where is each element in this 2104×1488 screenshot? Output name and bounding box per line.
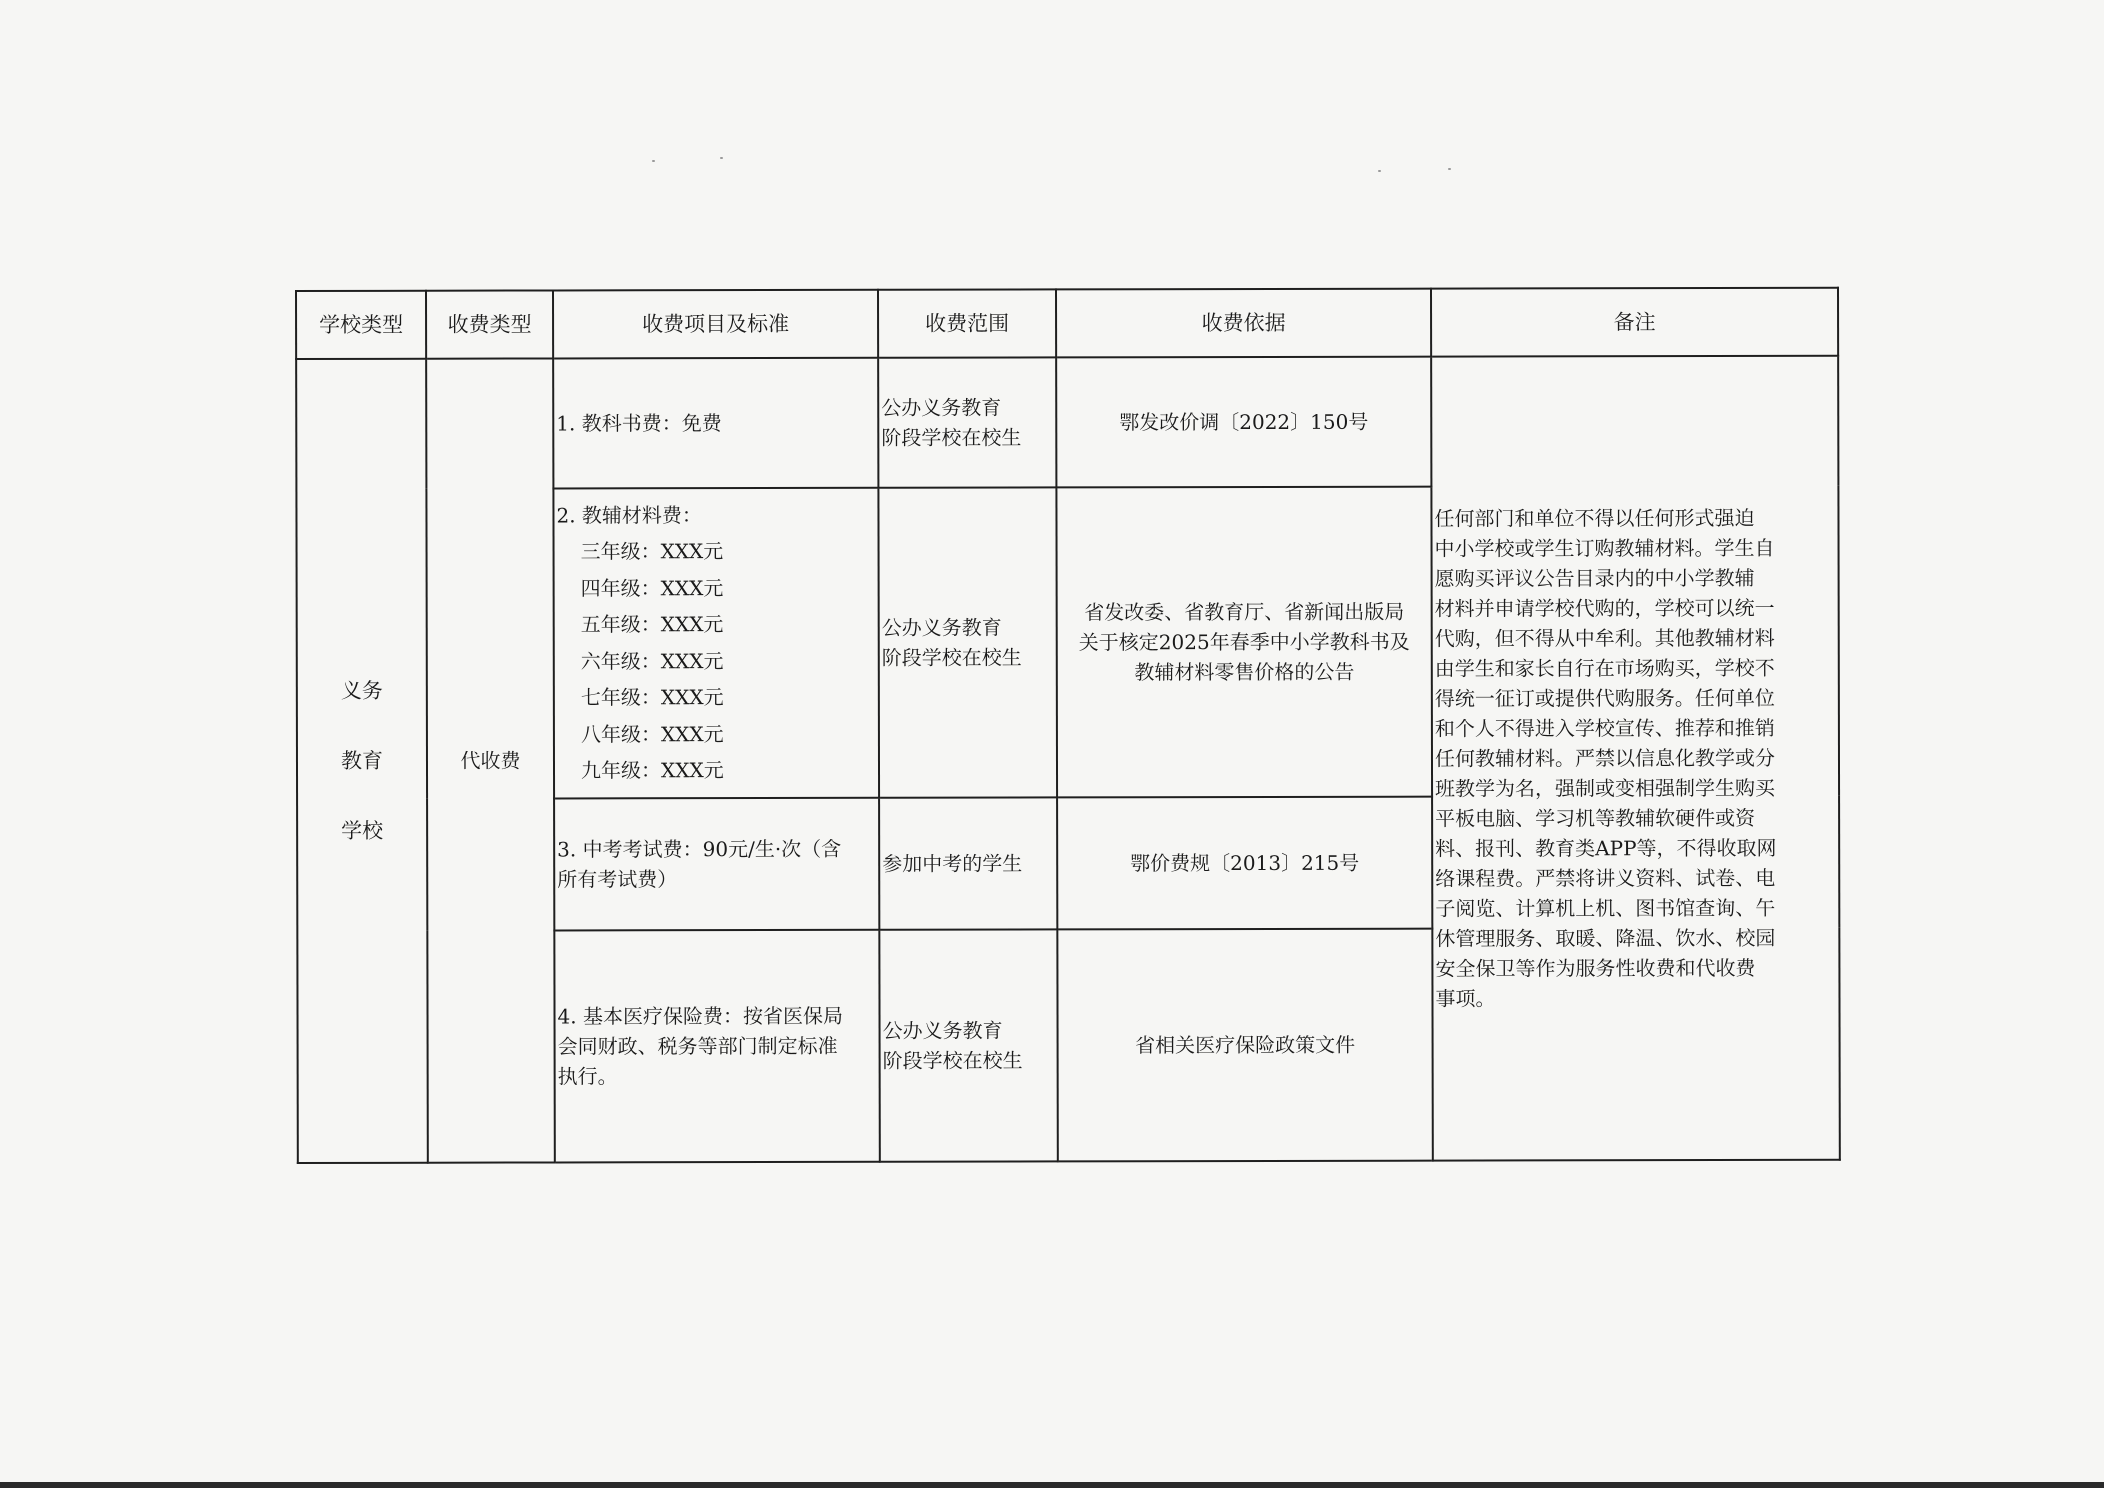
basis-cell [1057, 929, 1432, 1162]
scan-speck [652, 160, 655, 162]
grade-price: 三年级：XXX元 [580, 539, 724, 564]
grade-list [557, 533, 879, 789]
note-line: 任何教辅材料。严禁以信息化教学或分 [1434, 745, 1776, 771]
scope-line: 参加中考的学生 [882, 851, 1023, 876]
scope-line: 公办义务教育 [881, 395, 1002, 420]
note-line: 中小学校或学生订购教辅材料。学生自 [1434, 535, 1775, 561]
note-cell [1431, 356, 1840, 1161]
scope-cell [878, 357, 1056, 487]
header-fee-type: 收费类型 [426, 290, 553, 358]
scope-cell [878, 487, 1057, 797]
note-line: 安全保卫等作为服务性收费和代收费 [1435, 955, 1756, 981]
basis-cell [1056, 487, 1432, 798]
header-school-type: 学校类型 [296, 291, 426, 359]
scope-cell [879, 797, 1057, 929]
header-basis: 收费依据 [1056, 289, 1431, 358]
scope-line: 公办义务教育 [882, 1018, 1003, 1043]
table-row [296, 356, 1838, 489]
note-line: 愿购买评议公告目录内的中小学教辅 [1434, 565, 1755, 591]
note-line: 代购，但不得从中牟利。其他教辅材料 [1434, 625, 1775, 651]
basis-line: 省相关医疗保险政策文件 [1135, 1032, 1356, 1058]
note-line: 料、报刊、教育类APP等，不得收取网 [1435, 835, 1777, 861]
note-line: 子阅览、计算机上机、图书馆查询、午 [1435, 895, 1776, 921]
note-line: 和个人不得进入学校宣传、推荐和推销 [1434, 715, 1775, 741]
basis-line: 鄂发改价调〔2022〕150号 [1119, 409, 1369, 435]
item-line: 会同财政、税务等部门制定标准 [557, 1033, 838, 1059]
scope-line: 公办义务教育 [881, 615, 1002, 640]
note-line: 由学生和家长自行在市场购买，学校不 [1434, 655, 1775, 681]
school-type-line: 义务 [340, 678, 383, 703]
scan-speck [1448, 168, 1451, 170]
scope-cell [879, 929, 1057, 1161]
basis-cell [1056, 357, 1431, 488]
note-line: 材料并申请学校代购的，学校可以统一 [1434, 595, 1775, 621]
fee-type-cell [426, 358, 555, 1162]
school-type-line: 学校 [341, 818, 384, 843]
item-text: 1. 教科书费：免费 [556, 411, 722, 436]
item-cell [554, 798, 879, 931]
basis-line: 关于核定2025年春季中小学教科书及 [1078, 629, 1410, 655]
header-row [296, 288, 1838, 359]
grade-price: 六年级：XXX元 [580, 648, 724, 674]
item-title: 2. 教辅材料费： [556, 503, 702, 528]
note-line: 络课程费。严禁将讲义资料、试卷、电 [1435, 865, 1776, 891]
note-line: 休管理服务、取暖、降温、饮水、校园 [1435, 925, 1776, 951]
grade-price: 七年级：XXX元 [580, 685, 724, 710]
scope-line: 阶段学校在校生 [882, 1048, 1023, 1073]
note-line: 平板电脑、学习机等教辅软硬件或资 [1435, 805, 1756, 831]
scan-speck [1378, 170, 1381, 172]
item-line: 4. 基本医疗保险费：按省医保局 [557, 1003, 843, 1029]
school-type-cell [296, 359, 428, 1163]
item-line: 执行。 [557, 1064, 618, 1089]
header-item-standard: 收费项目及标准 [553, 290, 878, 359]
header-note: 备注 [1431, 288, 1838, 357]
basis-line: 鄂价费规〔2013〕215号 [1130, 850, 1360, 876]
scope-line: 阶段学校在校生 [881, 425, 1022, 450]
note-line: 任何部门和单位不得以任何形式强迫 [1434, 505, 1755, 531]
item-cell [553, 358, 878, 489]
header-scope: 收费范围 [878, 289, 1056, 357]
grade-price: 九年级：XXX元 [580, 758, 724, 783]
fee-type-value: 代收费 [460, 748, 521, 773]
school-type-line: 教育 [340, 748, 384, 773]
basis-line: 省发改委、省教育厅、省新闻出版局 [1084, 599, 1405, 625]
note-line: 得统一征订或提供代购服务。任何单位 [1434, 685, 1775, 711]
note-line: 班教学为名，强制或变相强制学生购买 [1435, 775, 1776, 801]
scope-line: 阶段学校在校生 [881, 645, 1022, 670]
basis-cell [1057, 797, 1432, 930]
item-line: 3. 中考考试费：90元/生·次（含 [557, 836, 842, 862]
item-line: 所有考试费） [557, 867, 678, 892]
item-cell [554, 930, 879, 1163]
note-line: 事项。 [1435, 986, 1496, 1011]
scan-speck [720, 157, 723, 159]
grade-price: 八年级：XXX元 [580, 721, 724, 747]
scan-bottom-band [0, 1482, 2104, 1488]
grade-price: 四年级：XXX元 [580, 575, 724, 601]
fee-table [295, 287, 1841, 1164]
grade-price: 五年级：XXX元 [580, 612, 724, 637]
item-cell [553, 488, 879, 799]
basis-line: 教辅材料零售价格的公告 [1134, 659, 1355, 685]
